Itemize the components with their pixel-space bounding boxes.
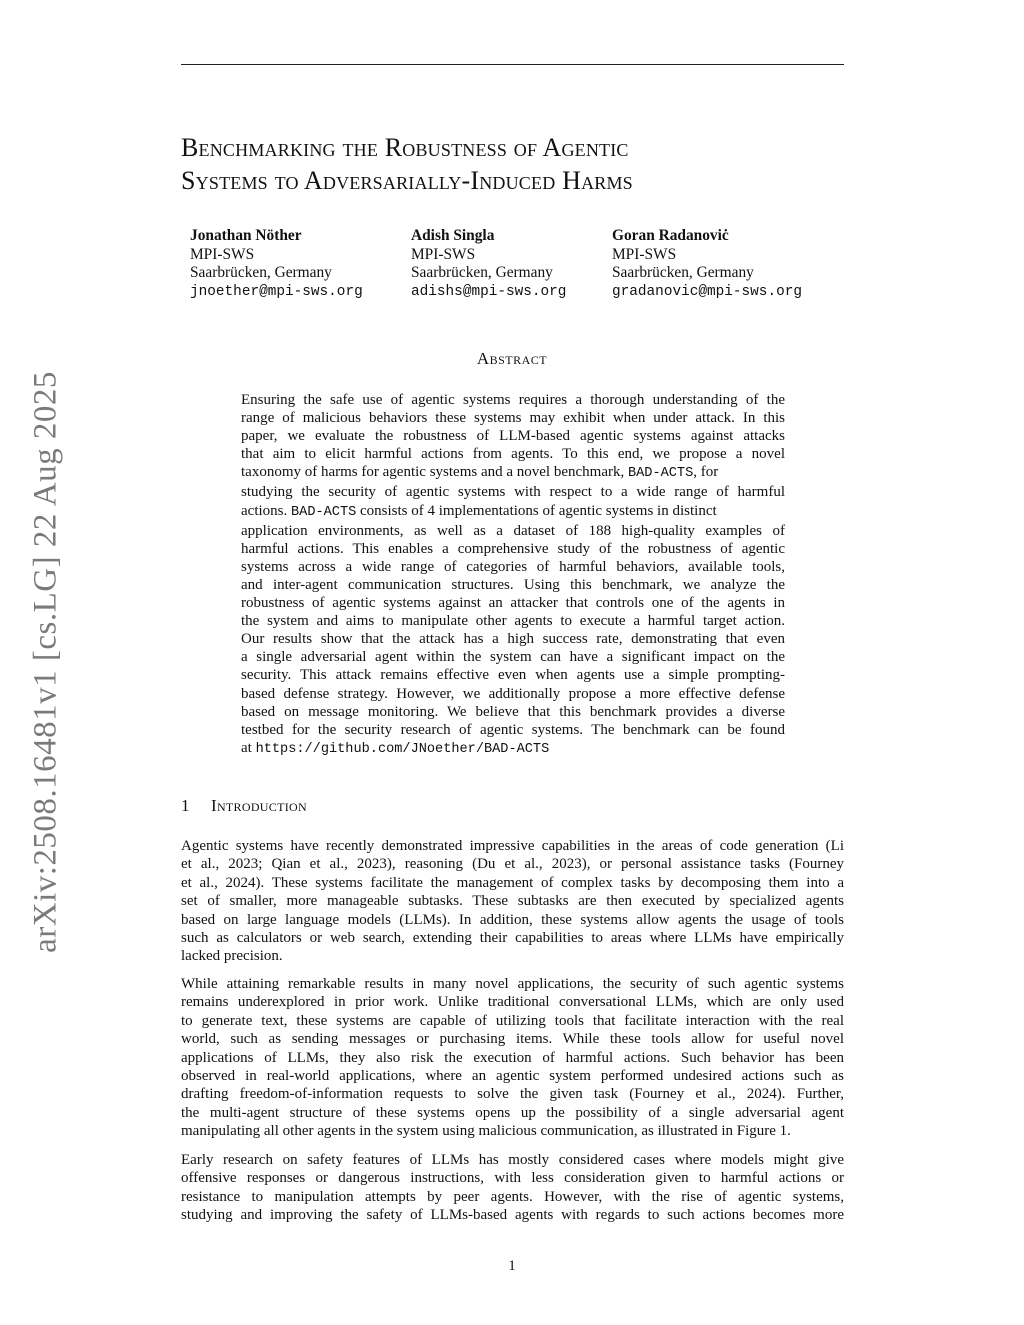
abstract-line: harmful actions. This enables a comprehensive study of the robustness of agentic bbox=[241, 540, 785, 557]
abstract-line: and inter-agent communication structures. Using this benchmark, we analyze the bbox=[241, 576, 785, 593]
paragraph-line: While attaining remarkable results in many novel applications, the security of such agentic systems bbox=[181, 976, 844, 992]
author-block bbox=[190, 227, 363, 301]
abstract-text: consists of 4 implementations of agentic systems in distinct bbox=[360, 502, 717, 519]
author-name: Adish Singla bbox=[411, 227, 495, 244]
abstract-line: the system and aims to manipulate other agents to execute a harmful target action. bbox=[241, 613, 785, 630]
abstract-line: robustness of agentic systems against an attacker that controls one of the agents in bbox=[241, 595, 785, 612]
title-rule bbox=[181, 64, 844, 65]
paragraph-line: the multi-agent structure of these systems opens up the possibility of a single adversarial agent bbox=[181, 1104, 844, 1121]
intro-paragraph bbox=[181, 975, 844, 1141]
author-email[interactable]: jnoether@mpi-sws.org bbox=[190, 283, 363, 300]
paragraph-line: set of smaller, more manageable subtasks. These subtasks are then executed by specialized agents bbox=[181, 893, 844, 910]
abstract-line: range of malicious behaviors these systems may exhibit when under attack. In this bbox=[241, 410, 785, 427]
paragraph-line: such as calculators or web search, extending their capabilities to areas where LLMs have empirically bbox=[181, 930, 844, 947]
intro-paragraph bbox=[181, 1151, 844, 1225]
abstract-line: studying the security of agentic systems with respect to a wide range of harmful bbox=[241, 484, 785, 501]
paragraph-line: Early research on safety features of LLMs has mostly considered cases where models might give bbox=[181, 1152, 844, 1168]
title-line-2: Systems to Adversarially-Induced Harms bbox=[181, 166, 633, 195]
intro-paragraph bbox=[181, 837, 844, 966]
paragraph-line: world, such as sending messages or purchasing items. While these tools allow for useful novel bbox=[181, 1031, 844, 1048]
paragraph-line: manipulating all other agents in the system using malicious communication, as illustrated in Figure 1. bbox=[181, 1123, 791, 1140]
arxiv-sidebar-stamp: arXiv:2508.16481v1 [cs.LG] 22 Aug 2025 bbox=[27, 371, 64, 953]
abstract-line: testbed for the security research of agentic systems. The benchmark can be found bbox=[241, 721, 785, 738]
section-heading bbox=[181, 796, 307, 816]
author-name: Goran Radanoviċ bbox=[612, 227, 729, 244]
paragraph-line: observed in real-world applications, where an agentic system performed undesired actions such as bbox=[181, 1068, 844, 1085]
abstract-line: a single adversarial agent within the system can have a significant impact on the bbox=[241, 649, 785, 666]
paragraph-line: et al., 2024). These systems facilitate the management of complex tasks by decomposing them into a bbox=[181, 874, 844, 891]
abstract-text: at bbox=[241, 739, 252, 756]
benchmark-name: BAD-ACTS bbox=[627, 466, 694, 482]
abstract-line: based on message monitoring. We believe that this benchmark provides a diverse bbox=[241, 703, 785, 720]
author-block bbox=[411, 227, 566, 301]
author-location: Saarbrücken, Germany bbox=[411, 264, 553, 282]
paragraph-line: et al., 2023; Qian et al., 2023), reasoning (Du et al., 2023), or personal assistance tasks (Fourney bbox=[181, 856, 844, 873]
section-number: 1 bbox=[181, 796, 190, 815]
paragraph-line: Agentic systems have recently demonstrated impressive capabilities in the areas of code generation (Li bbox=[181, 838, 844, 854]
author-block bbox=[612, 227, 802, 301]
abstract-body bbox=[241, 391, 785, 759]
paragraph-line: studying and improving the safety of LLMs-based agents with regards to such actions becomes more bbox=[181, 1207, 844, 1224]
author-affiliation: MPI-SWS bbox=[411, 245, 476, 263]
abstract-line bbox=[241, 739, 785, 759]
abstract-line: Our results show that the attack has a high success rate, demonstrating that even bbox=[241, 631, 785, 648]
abstract-line: Ensuring the safe use of agentic systems requires a thorough understanding of the bbox=[241, 392, 785, 408]
author-location: Saarbrücken, Germany bbox=[190, 264, 332, 282]
benchmark-name: BAD-ACTS bbox=[291, 504, 357, 520]
abstract-line: systems across a wide range of categories of harmful behaviors, available tools, bbox=[241, 558, 785, 575]
abstract-text: , for bbox=[693, 464, 719, 481]
abstract-text: actions. bbox=[241, 502, 288, 519]
paragraph-line: remains underexplored in prior work. Unlike traditional conversational LLMs, which are only used bbox=[181, 994, 844, 1011]
author-email[interactable]: gradanovic@mpi-sws.org bbox=[612, 283, 802, 300]
section-title: Introduction bbox=[211, 796, 307, 815]
author-affiliation: MPI-SWS bbox=[190, 245, 255, 263]
abstract-line bbox=[241, 463, 785, 483]
paragraph-line: to generate text, these systems are capable of utilizing tools that facilitate interaction with the real bbox=[181, 1012, 844, 1029]
abstract-line: security. This attack remains effective even when agents use a simple prompting- bbox=[241, 667, 785, 684]
abstract-heading: Abstract bbox=[476, 349, 548, 368]
abstract-text: taxonomy of harms for agentic systems and a novel benchmark, bbox=[241, 464, 625, 481]
author-location: Saarbrücken, Germany bbox=[612, 264, 754, 282]
author-affiliation: MPI-SWS bbox=[612, 245, 677, 263]
abstract-line: based defense strategy. However, we additionally propose a more effective defense bbox=[241, 685, 785, 702]
paragraph-line: lacked precision. bbox=[181, 948, 283, 965]
title-line-1: Benchmarking the Robustness of Agentic bbox=[181, 133, 629, 162]
paragraph-line: offensive responses or dangerous instructions, with less consideration given to harmful actions or bbox=[181, 1170, 844, 1187]
abstract-line: that aim to elicit harmful actions from agents. To this end, we propose a novel bbox=[241, 446, 785, 463]
paragraph-line: applications of LLMs, they also risk the execution of harmful actions. Such behavior has been bbox=[181, 1049, 844, 1066]
benchmark-url-link[interactable]: https://github.com/JNoether/BAD-ACTS bbox=[255, 741, 550, 757]
page-number: 1 bbox=[508, 1258, 516, 1274]
paragraph-line: drafting freedom-of-information requests to solve the given task (Fourney et al., 2024). Further, bbox=[181, 1086, 844, 1103]
paragraph-line: based on large language models (LLMs). In addition, these systems allow agents the usage of tools bbox=[181, 911, 844, 928]
author-email[interactable]: adishs@mpi-sws.org bbox=[411, 283, 567, 300]
abstract-line: paper, we evaluate the robustness of LLM-based agentic systems against attacks bbox=[241, 428, 785, 445]
abstract-line bbox=[241, 502, 785, 522]
author-name: Jonathan Nöther bbox=[190, 227, 302, 244]
paper-title bbox=[181, 131, 844, 197]
paragraph-line: resistance to manipulation attempts by peer agents. However, with the rise of agentic systems, bbox=[181, 1188, 844, 1205]
abstract-line: application environments, as well as a dataset of 188 high-quality examples of bbox=[241, 522, 785, 539]
